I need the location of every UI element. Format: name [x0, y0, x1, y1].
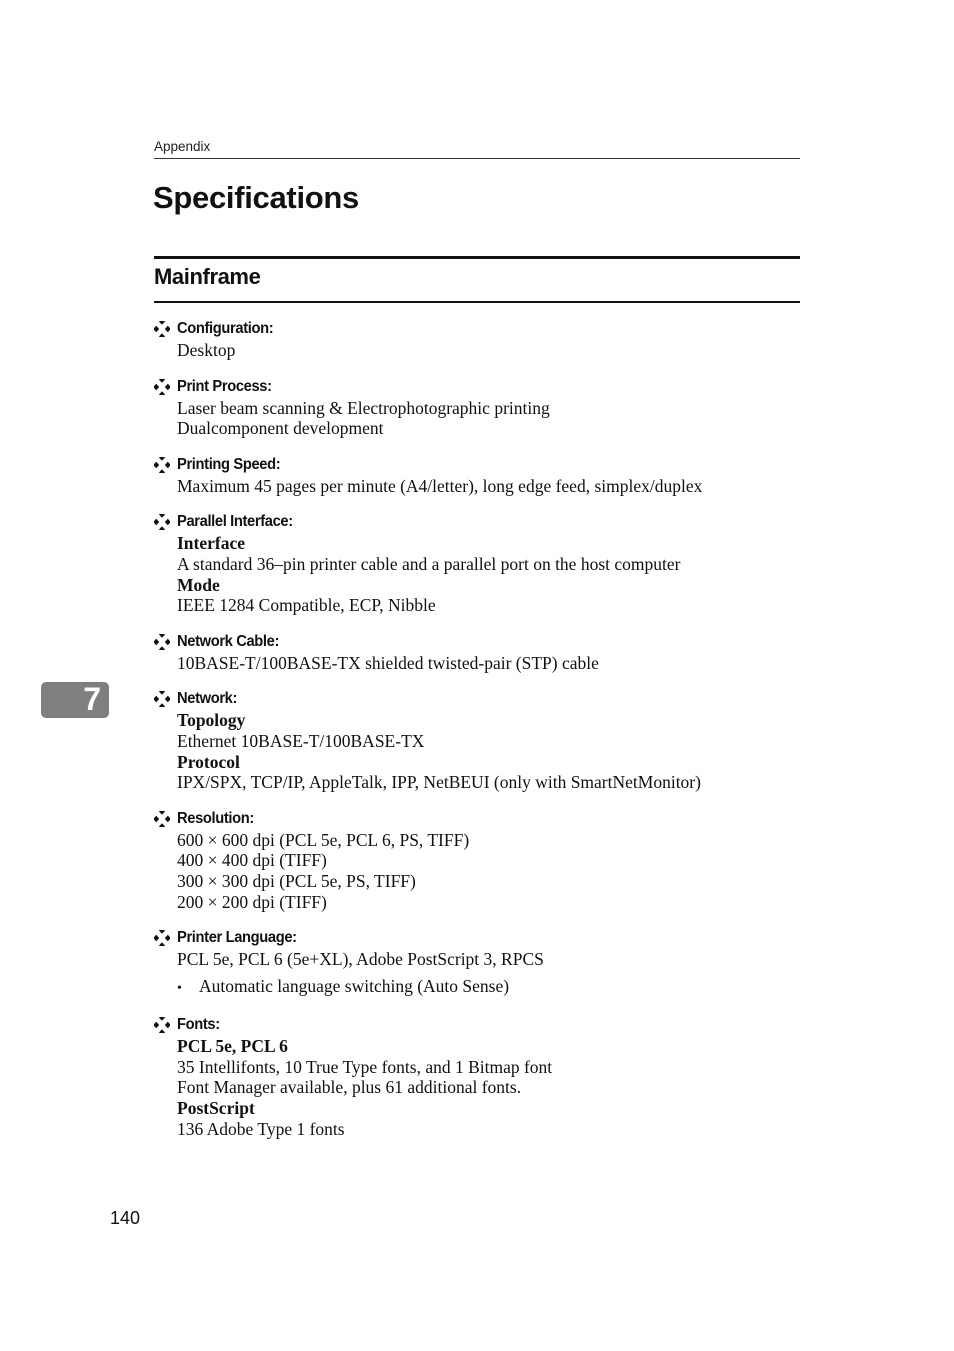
spec-heading: [154, 376, 814, 398]
spec-body: [154, 476, 814, 497]
spec-body: [154, 710, 814, 792]
spec-value: IEEE 1284 Compatible, ECP, Nibble: [177, 595, 436, 616]
spec-value: PCL 5e, PCL 6 (5e+XL), Adobe PostScript 3, RPCS: [177, 949, 544, 970]
spec-value: IPX/SPX, TCP/IP, AppleTalk, IPP, NetBEUI (only with SmartNetMonitor): [177, 772, 701, 793]
spec-body: [154, 533, 814, 615]
spec-label: Network Cable:: [177, 632, 280, 650]
spec-value: Dualcomponent development: [177, 418, 384, 439]
spec-label: Network:: [177, 690, 238, 708]
page-number: 140: [110, 1208, 141, 1228]
spec-body: [154, 340, 814, 361]
four-diamond-icon: [154, 321, 170, 337]
section-rule-top: [154, 256, 800, 259]
spec-subheading: Interface: [177, 533, 246, 554]
spec-subheading: PCL 5e, PCL 6: [177, 1036, 288, 1057]
spec-item: [154, 454, 814, 497]
header-rule: [154, 158, 800, 159]
spec-item: [154, 688, 814, 792]
spec-body: [154, 830, 814, 912]
spec-item: [154, 1014, 814, 1139]
spec-value: A standard 36–pin printer cable and a parallel port on the host computer: [177, 553, 681, 574]
spec-body: [154, 398, 814, 439]
running-head: Appendix: [154, 139, 211, 154]
spec-label: Printing Speed:: [177, 455, 281, 473]
spec-subheading: Protocol: [177, 751, 240, 772]
spec-body: [154, 653, 814, 674]
spec-item: [154, 376, 814, 439]
spec-value: 400 × 400 dpi (TIFF): [177, 850, 327, 871]
chapter-tab-icon: [41, 682, 109, 718]
spec-value: Font Manager available, plus 61 additional fonts.: [177, 1077, 522, 1098]
spec-value: 300 × 300 dpi (PCL 5e, PS, TIFF): [177, 870, 416, 891]
spec-value: Maximum 45 pages per minute (A4/letter), long edge feed, simplex/duplex: [177, 475, 703, 496]
four-diamond-icon: [154, 1017, 170, 1033]
spec-list: [154, 318, 814, 1154]
four-diamond-icon: [154, 930, 170, 946]
spec-value: Desktop: [177, 340, 236, 360]
spec-label: Resolution:: [177, 809, 254, 827]
spec-heading: [154, 454, 814, 476]
spec-item: [154, 318, 814, 361]
spec-label: Printer Language:: [177, 929, 297, 947]
chapter-number: 7: [83, 681, 101, 717]
spec-subheading: Mode: [177, 574, 220, 595]
spec-heading: [154, 511, 814, 533]
spec-value: Ethernet 10BASE-T/100BASE-TX: [177, 730, 425, 751]
four-diamond-icon: [154, 691, 170, 707]
spec-heading: [154, 808, 814, 830]
spec-item: [154, 631, 814, 674]
spec-item: [154, 808, 814, 912]
section-title: Mainframe: [154, 264, 261, 289]
four-diamond-icon: [154, 634, 170, 650]
spec-item: [154, 927, 814, 999]
bullet-dot-icon: •: [177, 980, 182, 996]
spec-body: [154, 1036, 814, 1139]
spec-heading: [154, 688, 814, 710]
section-rule-bottom: [154, 301, 800, 303]
bullet-list-item: [177, 976, 814, 1000]
spec-value: 600 × 600 dpi (PCL 5e, PCL 6, PS, TIFF): [177, 829, 470, 850]
spec-body: [154, 949, 814, 999]
page-title: Specifications: [153, 180, 359, 215]
spec-label: Parallel Interface:: [177, 513, 293, 531]
spec-heading: [154, 927, 814, 949]
spec-label: Print Process:: [177, 377, 272, 395]
spec-value: 10BASE-T/100BASE-TX shielded twisted-pair (STP) cable: [177, 652, 599, 673]
spec-label: Fonts:: [177, 1016, 220, 1034]
four-diamond-icon: [154, 514, 170, 530]
spec-value: 200 × 200 dpi (TIFF): [177, 891, 327, 912]
spec-value: 35 Intellifonts, 10 True Type fonts, and 1 Bitmap font: [177, 1056, 553, 1077]
four-diamond-icon: [154, 457, 170, 473]
spec-heading: [154, 1014, 814, 1036]
four-diamond-icon: [154, 379, 170, 395]
spec-value: 136 Adobe Type 1 fonts: [177, 1118, 345, 1139]
spec-subheading: Topology: [177, 710, 246, 731]
spec-heading: [154, 318, 814, 340]
spec-subheading: PostScript: [177, 1098, 255, 1119]
four-diamond-icon: [154, 811, 170, 827]
spec-heading: [154, 631, 814, 653]
spec-label: Configuration:: [177, 320, 274, 337]
bullet-text: Automatic language switching (Auto Sense): [199, 975, 510, 996]
spec-item: [154, 511, 814, 615]
spec-value: Laser beam scanning & Electrophotographic printing: [177, 397, 550, 418]
